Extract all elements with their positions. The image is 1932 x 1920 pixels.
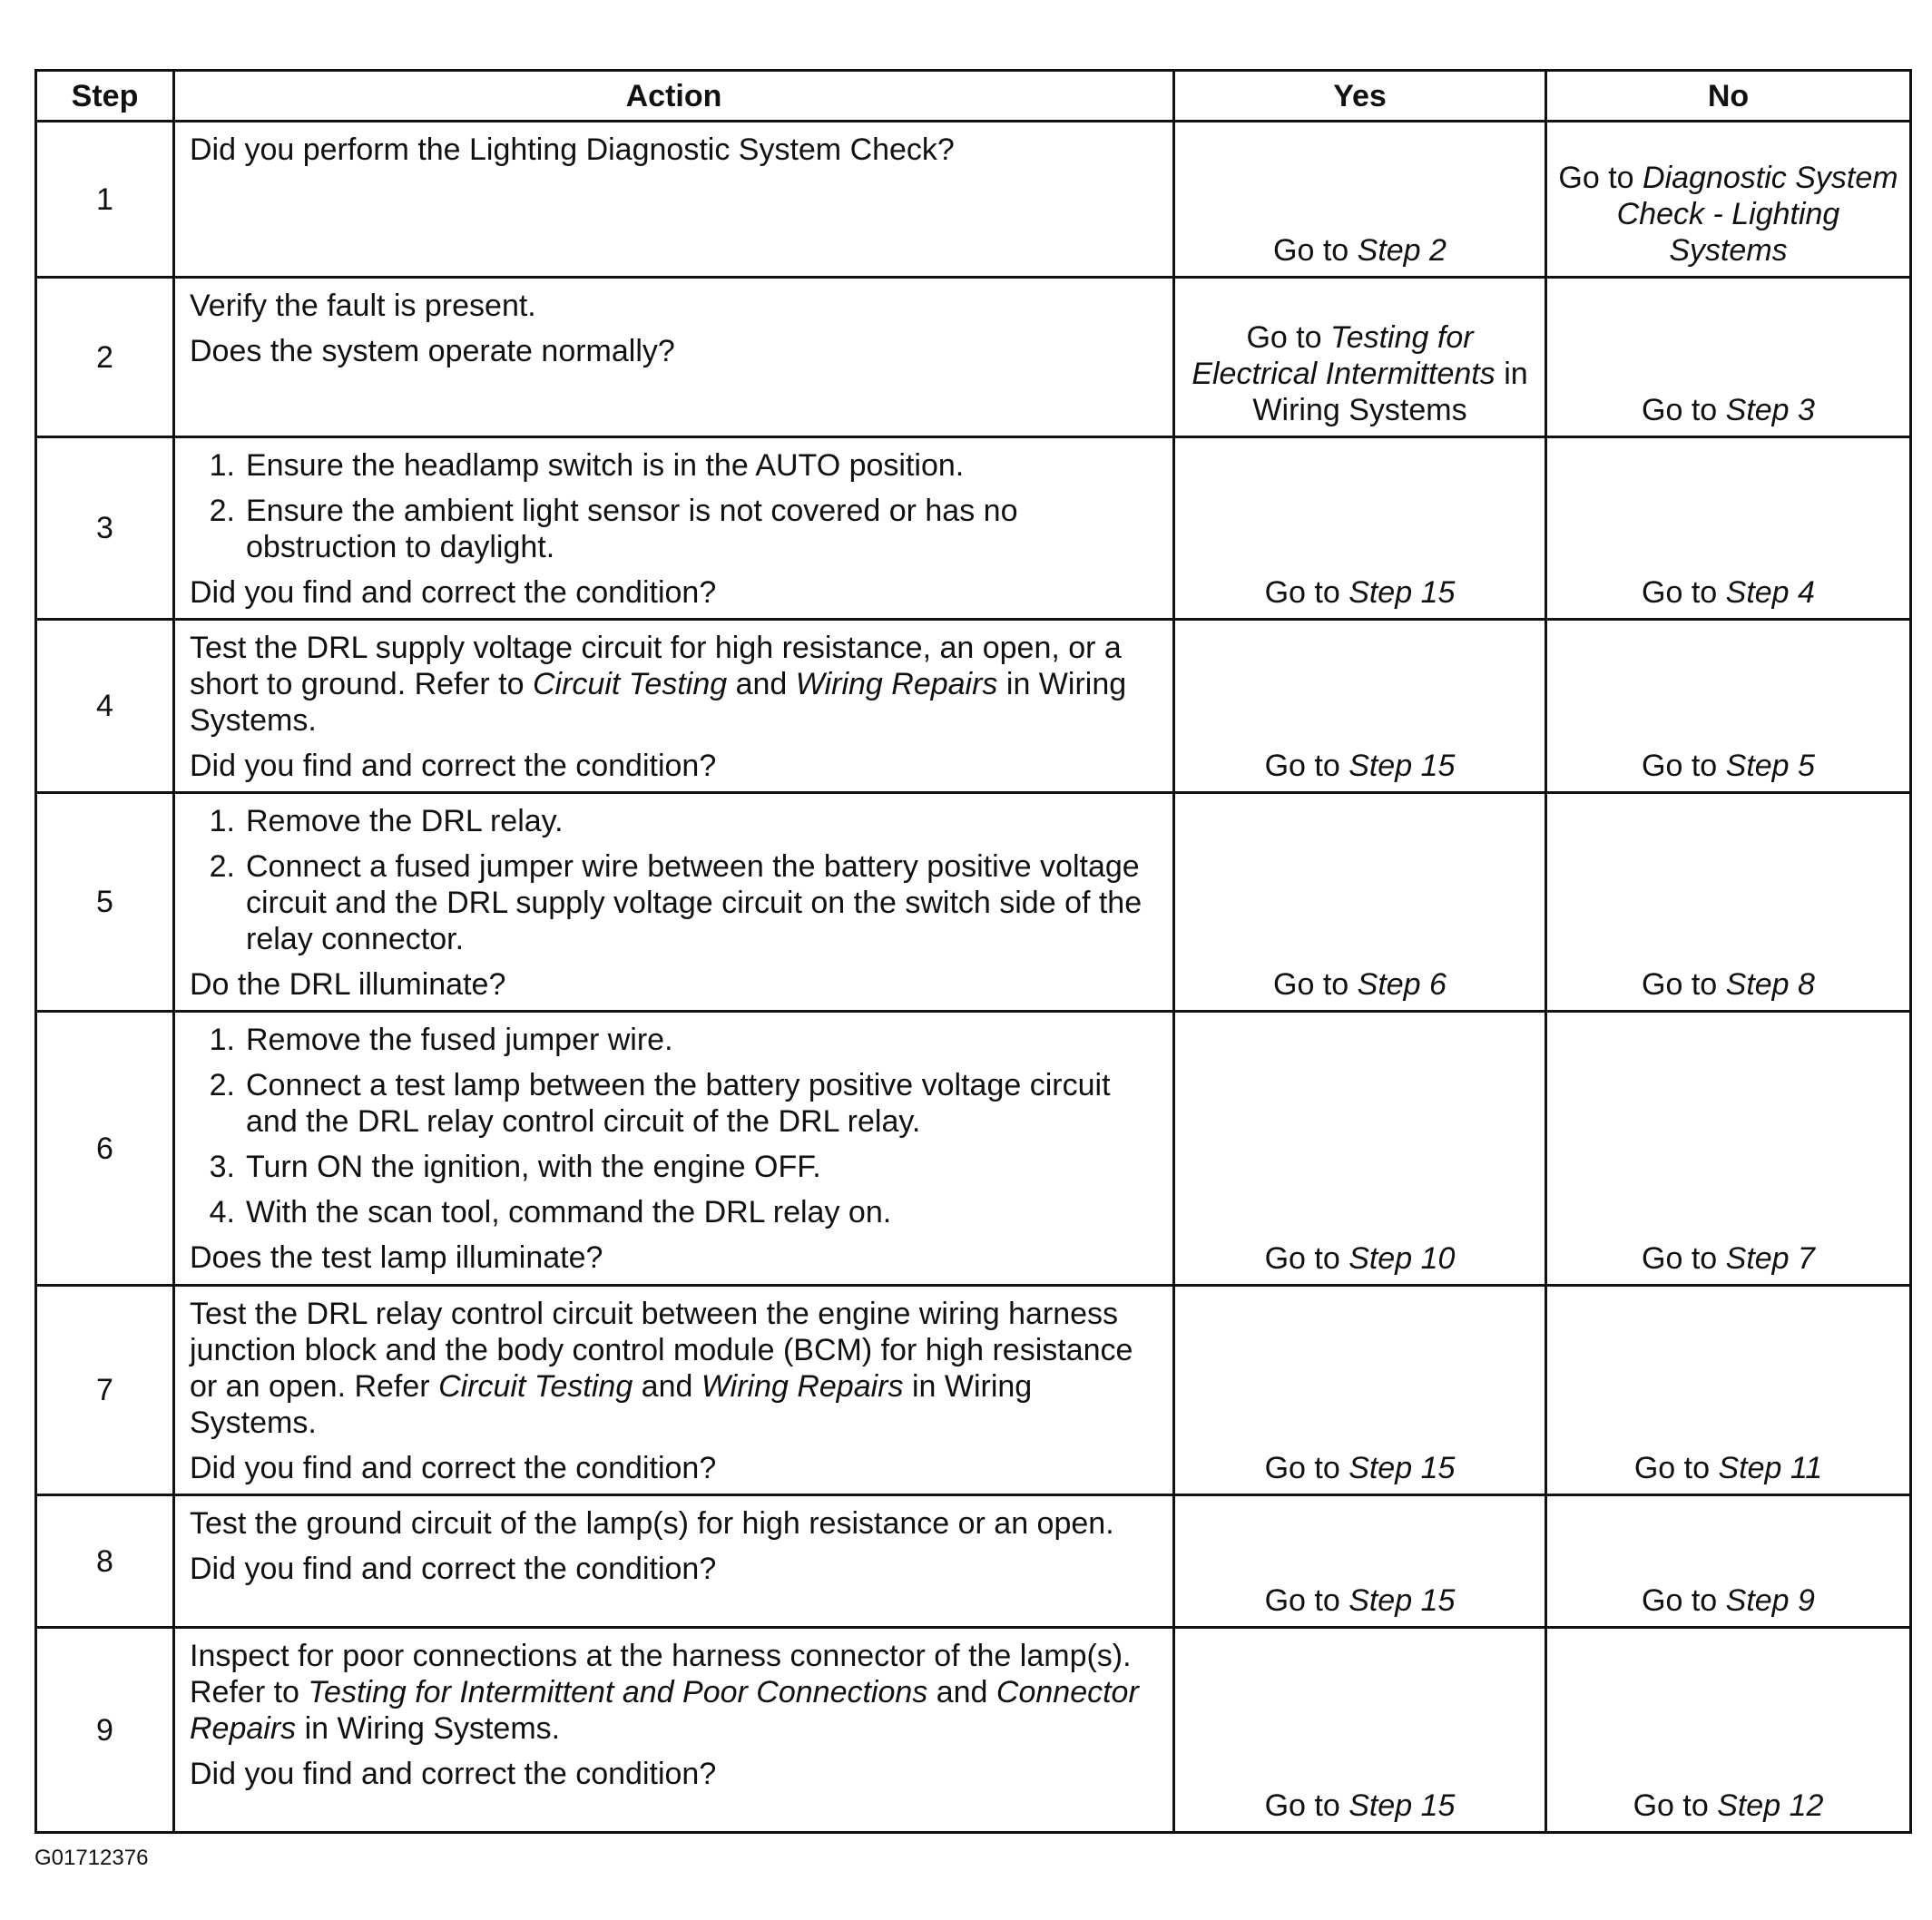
text-segment: Did you find and correct the condition?	[190, 1757, 717, 1791]
step-number: 2	[36, 278, 174, 437]
action-cell	[174, 1628, 1174, 1833]
header-yes: Yes	[1174, 71, 1546, 122]
yes-result	[1174, 278, 1546, 437]
text-segment: Verify the fault is present.	[190, 289, 536, 323]
list-item	[190, 1067, 1158, 1140]
list-item	[190, 447, 1158, 484]
reference-text: Step 2	[1357, 233, 1447, 268]
yes-result	[1174, 1286, 1546, 1495]
text-segment: and	[633, 1369, 701, 1404]
yes-result	[1174, 437, 1546, 620]
step-number: 5	[36, 793, 174, 1012]
yes-result	[1174, 620, 1546, 793]
no-result	[1546, 1286, 1911, 1495]
list-item-text	[246, 1194, 1158, 1230]
list-item-number: 2.	[209, 1068, 235, 1102]
list-item-number: 2.	[209, 494, 235, 528]
action-instruction	[190, 1505, 1158, 1542]
action-instruction	[190, 333, 1158, 369]
text-segment: Go to	[1264, 1241, 1349, 1276]
text-segment: Remove the fused jumper wire.	[246, 1023, 673, 1057]
list-item-number: 3.	[209, 1150, 235, 1184]
reference-text: Wiring Repairs	[795, 667, 998, 701]
text-segment: Ensure the ambient light sensor is not covered or has no obstruction to daylight.	[246, 494, 1018, 564]
action-cell	[174, 437, 1174, 620]
step-number: 7	[36, 1286, 174, 1495]
action-question	[190, 748, 1158, 784]
text-segment: Did you find and correct the condition?	[190, 749, 717, 783]
list-item-text	[246, 848, 1158, 957]
header-step: Step	[36, 71, 174, 122]
action-cell	[174, 793, 1174, 1012]
list-item	[190, 1194, 1158, 1230]
text-segment: Connect a test lamp between the battery positive voltage circuit and the DRL relay control circuit of the DRL relay.	[246, 1068, 1111, 1139]
text-segment: in Wiring Systems.	[190, 1369, 1033, 1440]
no-result	[1546, 1012, 1911, 1286]
action-question	[190, 574, 1158, 611]
text-segment: Go to	[1642, 575, 1726, 610]
text-segment: Do the DRL illuminate?	[190, 967, 506, 1002]
text-segment: Test the DRL relay control circuit between the engine wiring harness junction block and the body control module (BCM) for high resistance or an open. Refer	[190, 1297, 1133, 1404]
action-question	[190, 1756, 1158, 1792]
table-row	[36, 620, 1911, 793]
text-segment: Go to	[1642, 393, 1726, 427]
reference-text: Circuit Testing	[438, 1369, 633, 1404]
text-segment: Go to	[1642, 749, 1726, 783]
list-item-number: 2.	[209, 849, 235, 884]
text-segment: and	[727, 667, 796, 701]
reference-text: Diagnostic System Check - Lighting Systems	[1616, 161, 1898, 268]
step-number: 4	[36, 620, 174, 793]
action-cell	[174, 1495, 1174, 1628]
action-cell	[174, 1012, 1174, 1286]
text-segment: Go to	[1246, 320, 1331, 355]
reference-text: Wiring Repairs	[701, 1369, 904, 1404]
reference-text: Testing for Intermittent and Poor Connections	[308, 1675, 928, 1709]
table-row	[36, 1012, 1911, 1286]
text-segment: Go to	[1558, 161, 1643, 195]
reference-text: Step 10	[1348, 1241, 1456, 1276]
step-number: 8	[36, 1495, 174, 1628]
no-result	[1546, 620, 1911, 793]
list-item-text	[246, 1022, 1158, 1058]
text-segment: With the scan tool, command the DRL relay on.	[246, 1195, 892, 1229]
no-result	[1546, 278, 1911, 437]
action-instruction	[190, 288, 1158, 324]
action-question	[190, 1239, 1158, 1276]
text-segment: Did you find and correct the condition?	[190, 1552, 717, 1586]
reference-text: Step 7	[1725, 1241, 1815, 1276]
list-item-text	[246, 803, 1158, 839]
reference-text: Step 5	[1725, 749, 1815, 783]
reference-text: Step 15	[1348, 1788, 1456, 1823]
table-row	[36, 1495, 1911, 1628]
table-row	[36, 793, 1911, 1012]
list-item-number: 4.	[209, 1195, 235, 1229]
action-steps-list	[190, 1022, 1158, 1230]
action-cell	[174, 1286, 1174, 1495]
text-segment: Does the system operate normally?	[190, 334, 675, 368]
table-row	[36, 278, 1911, 437]
text-segment: Go to	[1264, 575, 1349, 610]
no-result	[1546, 122, 1911, 278]
list-item	[190, 493, 1158, 565]
reference-text: Step 6	[1357, 967, 1447, 1002]
reference-text: Step 4	[1725, 575, 1815, 610]
text-segment: Go to	[1642, 967, 1726, 1002]
diagnostic-step-table	[34, 69, 1912, 1834]
yes-result	[1174, 793, 1546, 1012]
reference-text: Connector Repairs	[190, 1675, 1139, 1746]
action-instruction	[190, 1638, 1158, 1747]
text-segment: Did you find and correct the condition?	[190, 1451, 717, 1485]
text-segment: in Wiring Systems	[1252, 357, 1528, 427]
list-item-text	[246, 1067, 1158, 1140]
list-item-number: 1.	[209, 1023, 235, 1057]
yes-result	[1174, 122, 1546, 278]
action-cell	[174, 122, 1174, 278]
reference-text: Step 15	[1348, 575, 1456, 610]
action-cell	[174, 278, 1174, 437]
text-segment: and	[927, 1675, 996, 1709]
text-segment: Did you find and correct the condition?	[190, 575, 717, 610]
action-cell	[174, 620, 1174, 793]
table-row	[36, 122, 1911, 278]
text-segment: in Wiring Systems.	[296, 1711, 561, 1746]
reference-text: Step 8	[1725, 967, 1815, 1002]
step-number: 6	[36, 1012, 174, 1286]
text-segment: Go to	[1633, 1451, 1719, 1485]
table-row	[36, 1628, 1911, 1833]
action-steps-list	[190, 803, 1158, 957]
table-row	[36, 1286, 1911, 1495]
table-header-row	[36, 71, 1911, 122]
action-question	[190, 1450, 1158, 1486]
action-instruction	[190, 1296, 1158, 1441]
text-segment: Test the ground circuit of the lamp(s) for high resistance or an open.	[190, 1506, 1114, 1541]
action-question	[190, 966, 1158, 1003]
action-question	[190, 1551, 1158, 1587]
figure-id: G01712376	[34, 1846, 149, 1870]
text-segment: Test the DRL supply voltage circuit for high resistance, an open, or a short to ground. Refer to	[190, 631, 1122, 701]
text-segment: Does the test lamp illuminate?	[190, 1240, 603, 1275]
yes-result	[1174, 1495, 1546, 1628]
no-result	[1546, 1495, 1911, 1628]
header-action: Action	[174, 71, 1174, 122]
no-result	[1546, 437, 1911, 620]
reference-text: Step 3	[1725, 393, 1815, 427]
reference-text: Step 11	[1718, 1451, 1823, 1485]
list-item	[190, 1022, 1158, 1058]
text-segment: Did you perform the Lighting Diagnostic System Check?	[190, 132, 955, 167]
table-body	[36, 122, 1911, 1833]
list-item-text	[246, 493, 1158, 565]
step-number: 1	[36, 122, 174, 278]
no-result	[1546, 1628, 1911, 1833]
text-segment: Remove the DRL relay.	[246, 804, 564, 838]
text-segment: Go to	[1264, 1583, 1349, 1618]
reference-text: Step 9	[1725, 1583, 1815, 1618]
text-segment: Ensure the headlamp switch is in the AUTO position.	[246, 448, 965, 483]
text-segment: Go to	[1642, 1241, 1726, 1276]
reference-text: Step 15	[1348, 1451, 1456, 1485]
list-item-text	[246, 1149, 1158, 1185]
text-segment: in Wiring Systems.	[190, 667, 1127, 738]
text-segment: Turn ON the ignition, with the engine OFF.	[246, 1150, 821, 1184]
table-row	[36, 437, 1911, 620]
reference-text: Testing for Electrical Intermittents	[1192, 320, 1496, 391]
text-segment: Connect a fused jumper wire between the battery positive voltage circuit and the DRL supply voltage circuit on the switch side of the relay connector.	[246, 849, 1143, 956]
list-item	[190, 803, 1158, 839]
reference-text: Step 12	[1717, 1788, 1824, 1823]
text-segment: Go to	[1273, 233, 1358, 268]
text-segment: Inspect for poor connections at the harness connector of the lamp(s). Refer to	[190, 1639, 1132, 1709]
header-no: No	[1546, 71, 1911, 122]
action-instruction	[190, 132, 1158, 168]
text-segment: Go to	[1264, 749, 1349, 783]
text-segment: Go to	[1633, 1788, 1718, 1823]
step-number: 3	[36, 437, 174, 620]
reference-text: Step 15	[1348, 749, 1456, 783]
list-item	[190, 848, 1158, 957]
action-instruction	[190, 630, 1158, 739]
action-steps-list	[190, 447, 1158, 565]
reference-text: Step 15	[1348, 1583, 1456, 1618]
text-segment: Go to	[1264, 1451, 1349, 1485]
text-segment: Go to	[1642, 1583, 1726, 1618]
step-number: 9	[36, 1628, 174, 1833]
yes-result	[1174, 1012, 1546, 1286]
list-item-number: 1.	[209, 448, 235, 483]
yes-result	[1174, 1628, 1546, 1833]
no-result	[1546, 793, 1911, 1012]
list-item-number: 1.	[209, 804, 235, 838]
text-segment: Go to	[1264, 1788, 1349, 1823]
list-item-text	[246, 447, 1158, 484]
reference-text: Circuit Testing	[532, 667, 728, 701]
text-segment: Go to	[1273, 967, 1358, 1002]
list-item	[190, 1149, 1158, 1185]
